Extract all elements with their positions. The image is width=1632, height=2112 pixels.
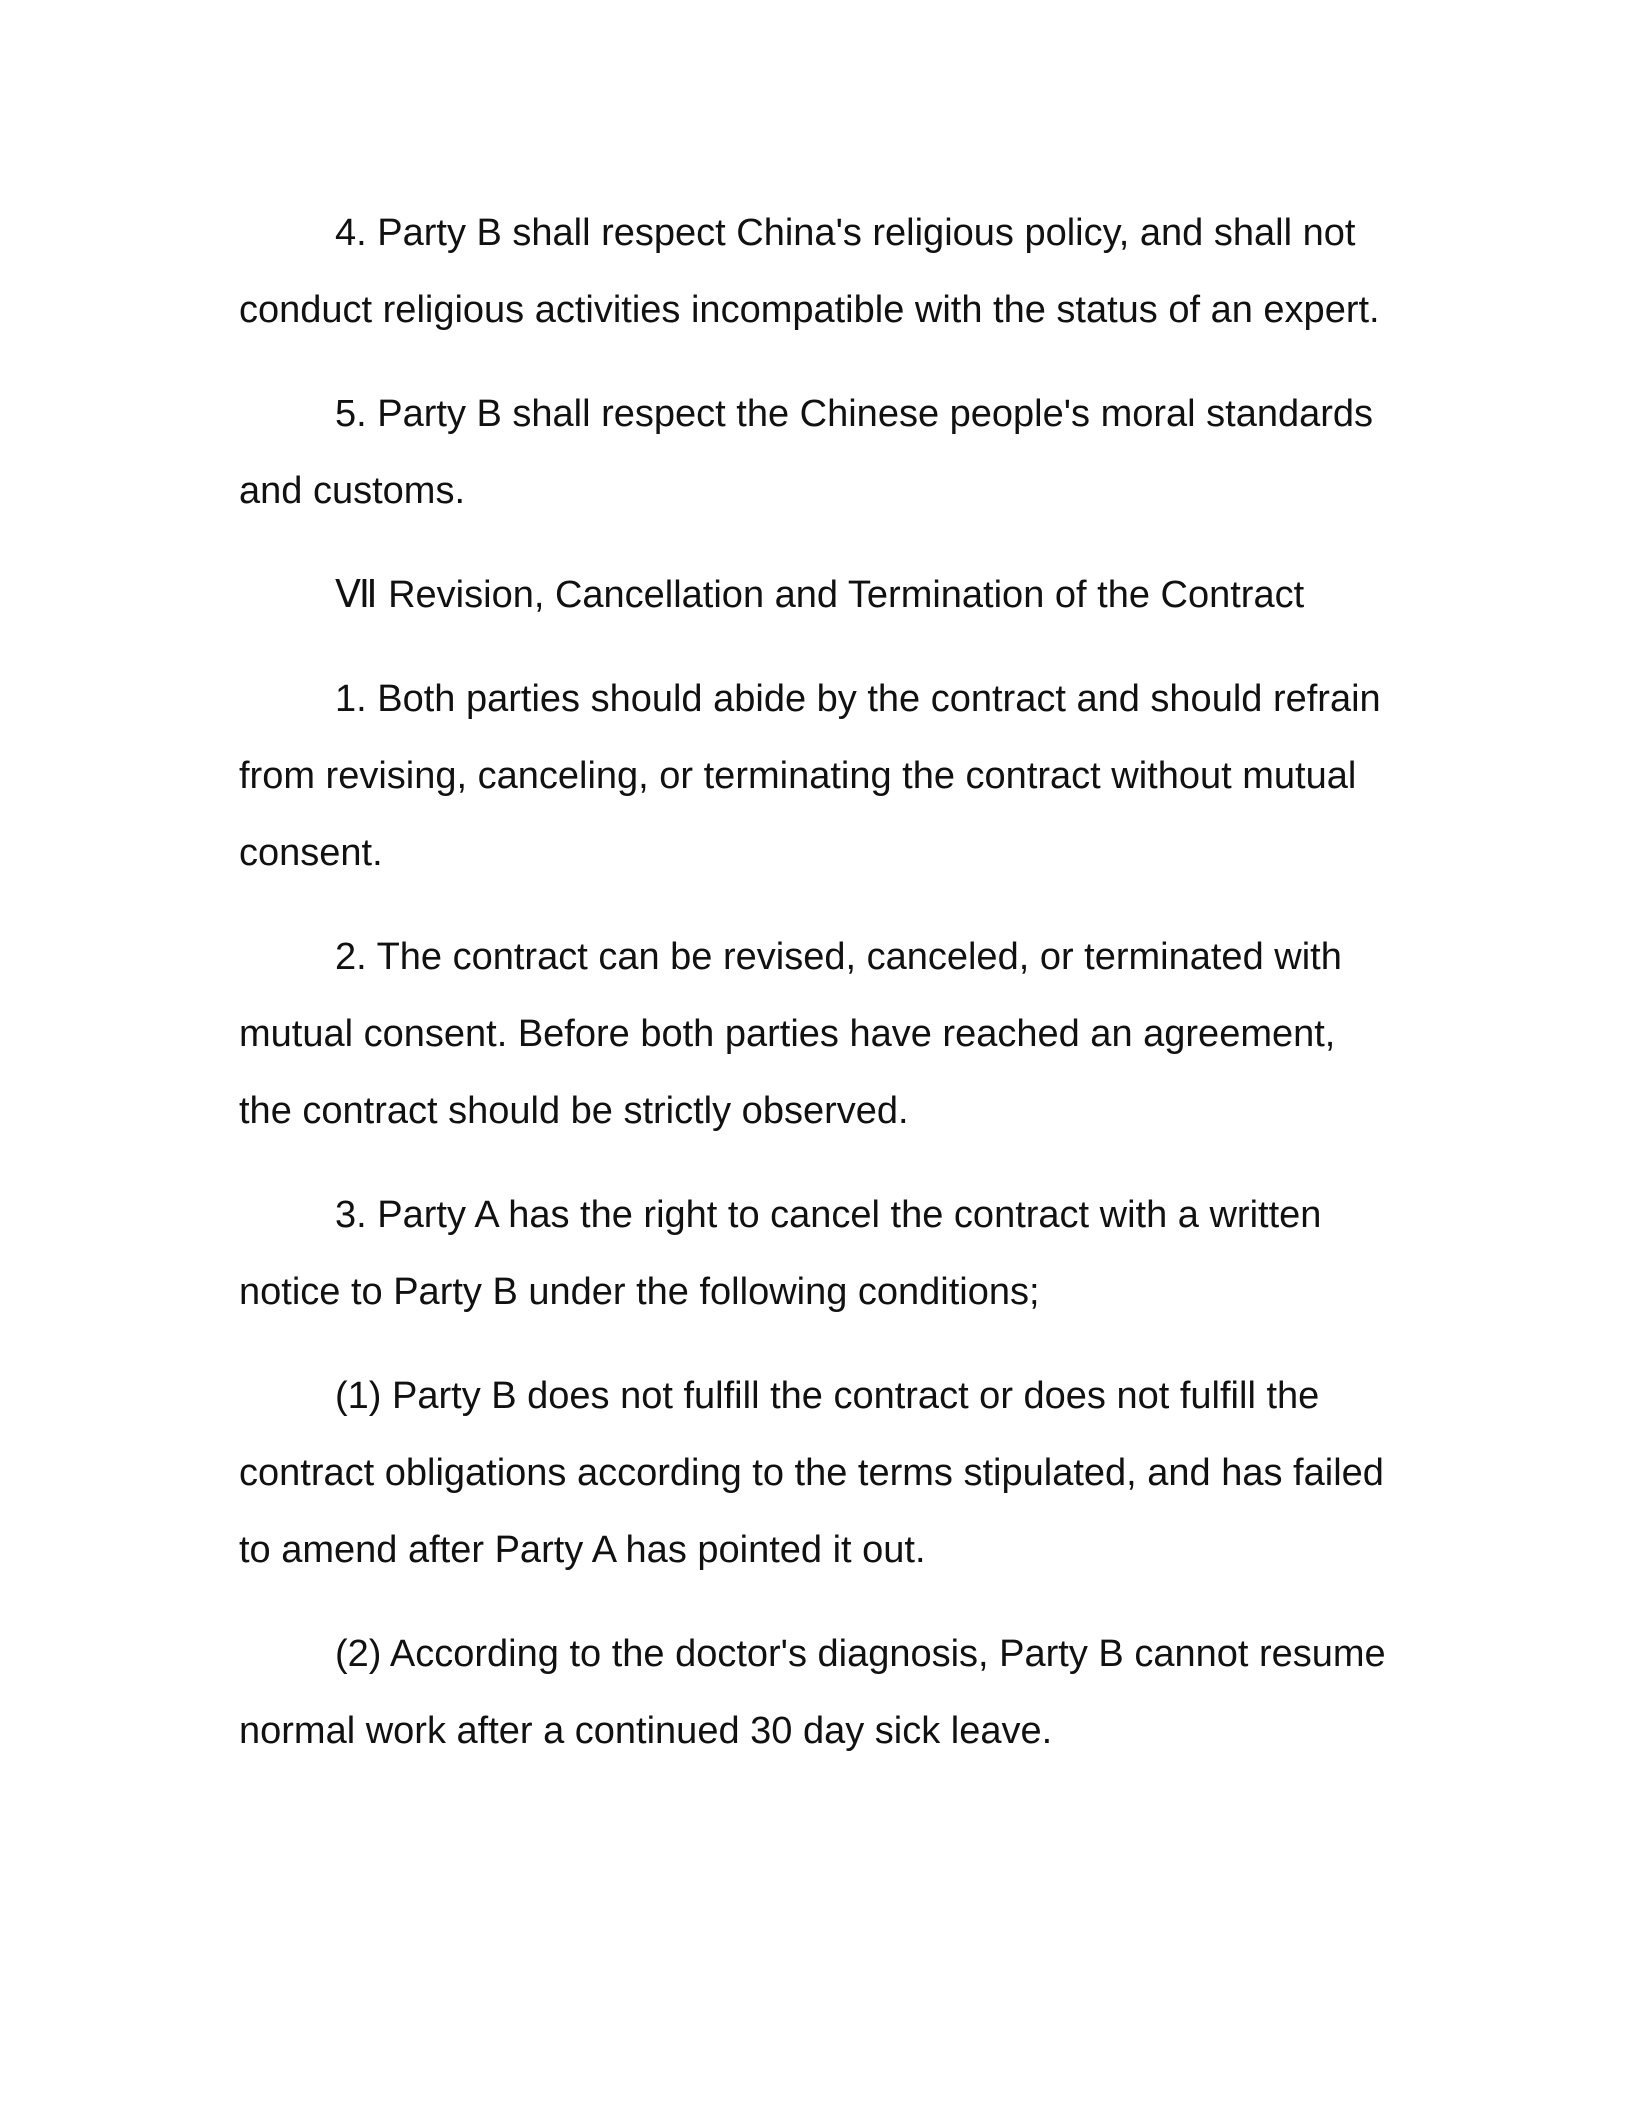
clause-4-paragraph: 4. Party B shall respect China's religious policy, and shall not conduct religious activities incompatible with the status of an expert. xyxy=(239,212,1380,331)
clause-3-paragraph: 3. Party A has the right to cancel the contract with a written notice to Party B under the following conditions; xyxy=(239,1194,1322,1313)
clause-2-paragraph: 2. The contract can be revised, canceled, or terminated with mutual consent. Before both parties have reached an agreement, the contract should be strictly observed. xyxy=(239,936,1342,1132)
clause-1-paragraph: 1. Both parties should abide by the contract and should refrain from revising, canceling, or terminating the contract without mutual consent. xyxy=(239,678,1381,874)
document-page xyxy=(239,195,1389,1797)
clause-5-paragraph: 5. Party B shall respect the Chinese people's moral standards and customs. xyxy=(239,393,1374,512)
section-heading: Ⅶ Revision, Cancellation and Termination of the Contract xyxy=(335,574,1305,616)
condition-2-paragraph: (2) According to the doctor's diagnosis, Party B cannot resume normal work after a continued 30 day sick leave. xyxy=(239,1633,1386,1752)
condition-1-paragraph: (1) Party B does not fulfill the contract or does not fulfill the contract obligations according to the terms stipulated, and has failed to amend after Party A has pointed it out. xyxy=(239,1375,1384,1571)
